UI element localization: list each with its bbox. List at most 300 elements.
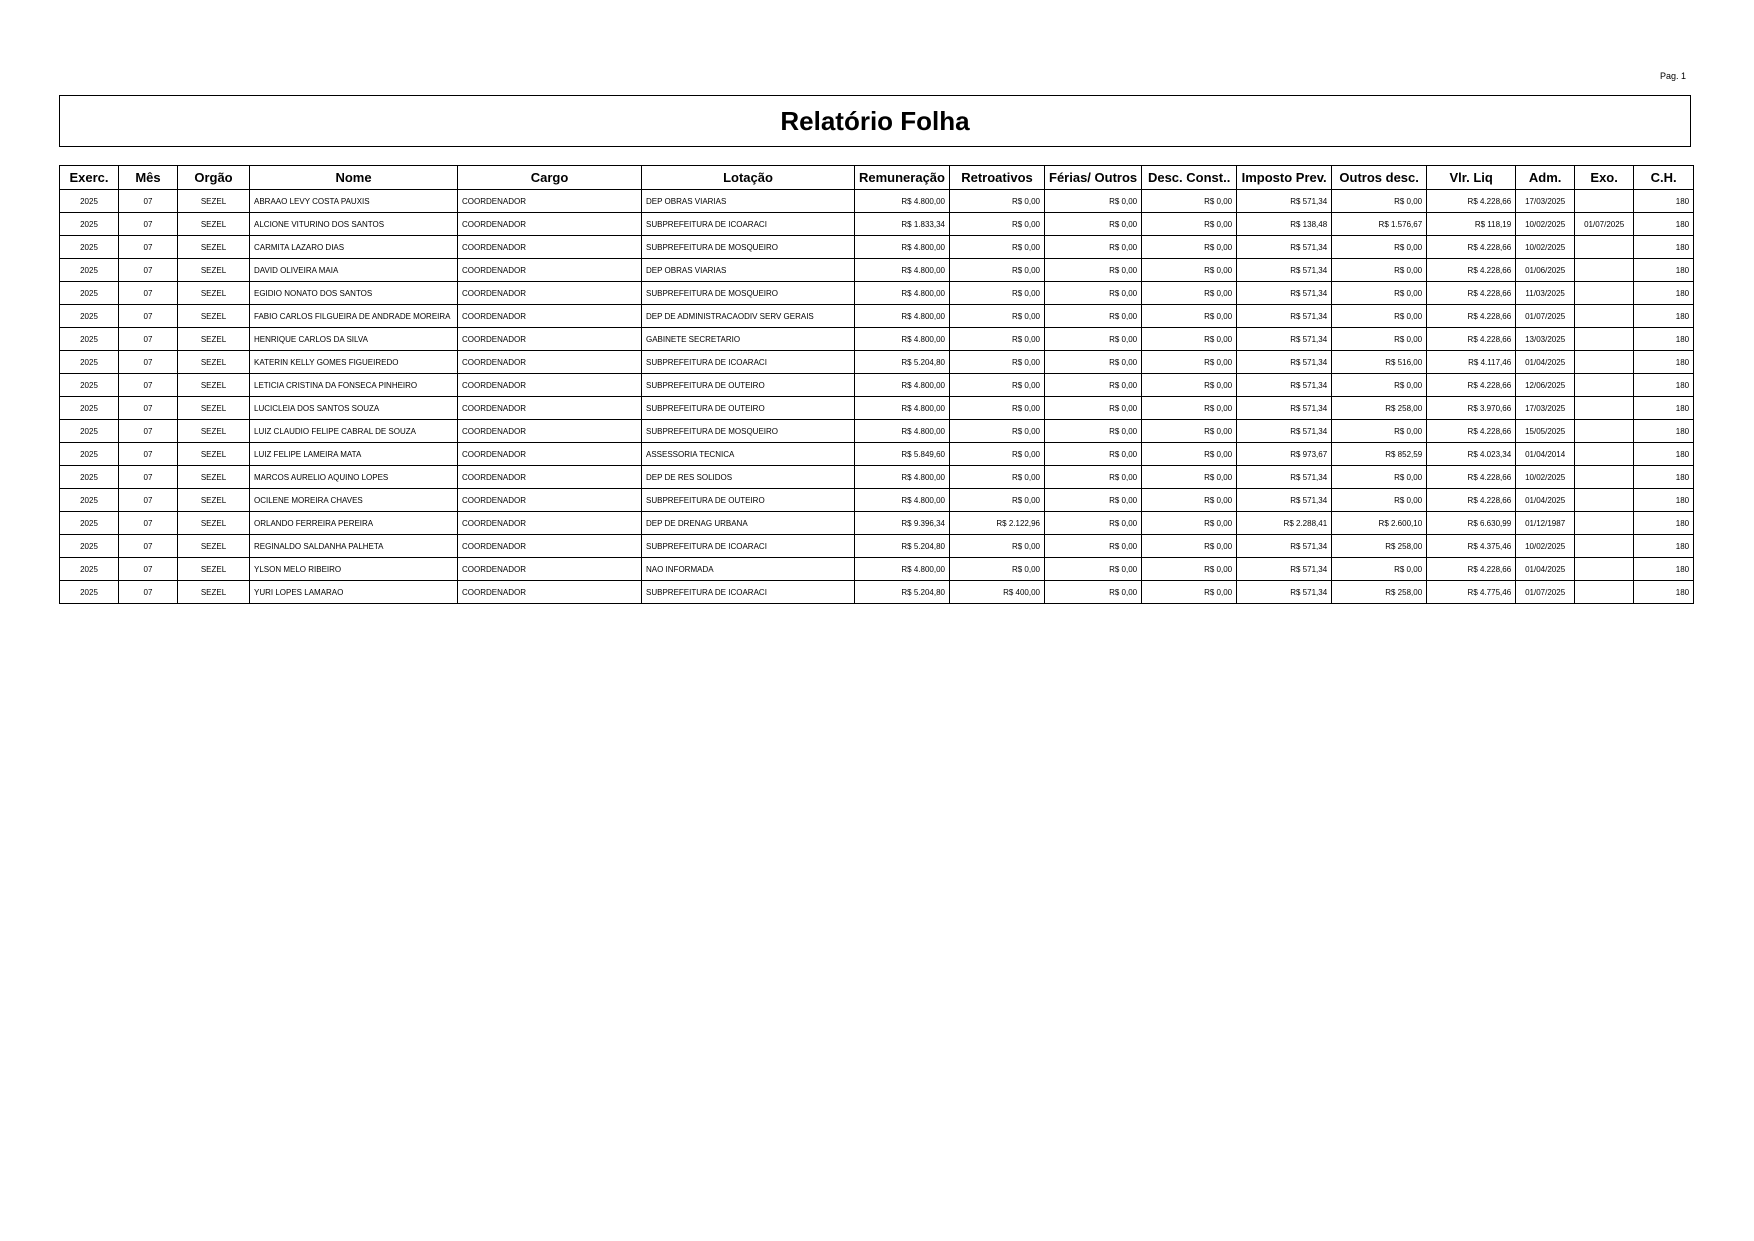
- cell-mes: 07: [119, 374, 178, 397]
- cell-nome: CARMITA LAZARO DIAS: [250, 236, 458, 259]
- cell-adm: 10/02/2025: [1516, 535, 1575, 558]
- table-row: [60, 443, 1694, 466]
- cell-mes: 07: [119, 420, 178, 443]
- table-row: [60, 328, 1694, 351]
- cell-cargo: COORDENADOR: [458, 213, 642, 236]
- table-row: [60, 282, 1694, 305]
- cell-nome: LUCICLEIA DOS SANTOS SOUZA: [250, 397, 458, 420]
- cell-desc-const: R$ 0,00: [1142, 305, 1237, 328]
- cell-nome: ABRAAO LEVY COSTA PAUXIS: [250, 190, 458, 213]
- table-row: [60, 489, 1694, 512]
- cell-mes: 07: [119, 213, 178, 236]
- cell-desc-const: R$ 0,00: [1142, 259, 1237, 282]
- cell-mes: 07: [119, 259, 178, 282]
- table-row: [60, 512, 1694, 535]
- cell-exo: [1575, 535, 1634, 558]
- cell-remuneracao: R$ 5.849,60: [855, 443, 950, 466]
- cell-imposto-prev: R$ 571,34: [1237, 535, 1332, 558]
- cell-imposto-prev: R$ 571,34: [1237, 420, 1332, 443]
- cell-mes: 07: [119, 351, 178, 374]
- cell-orgao: SEZEL: [178, 466, 250, 489]
- cell-exerc: 2025: [60, 351, 119, 374]
- cell-ferias-outros: R$ 0,00: [1045, 328, 1142, 351]
- cell-outros-desc: R$ 0,00: [1332, 259, 1427, 282]
- cell-cargo: COORDENADOR: [458, 236, 642, 259]
- cell-nome: FABIO CARLOS FILGUEIRA DE ANDRADE MOREIRA: [250, 305, 458, 328]
- cell-nome: OCILENE MOREIRA CHAVES: [250, 489, 458, 512]
- cell-desc-const: R$ 0,00: [1142, 581, 1237, 604]
- cell-imposto-prev: R$ 571,34: [1237, 328, 1332, 351]
- cell-remuneracao: R$ 4.800,00: [855, 397, 950, 420]
- cell-vlr-liq: R$ 4.228,66: [1427, 190, 1516, 213]
- cell-desc-const: R$ 0,00: [1142, 351, 1237, 374]
- cell-ch: 180: [1634, 581, 1694, 604]
- cell-vlr-liq: R$ 4.375,46: [1427, 535, 1516, 558]
- cell-ch: 180: [1634, 259, 1694, 282]
- cell-outros-desc: R$ 0,00: [1332, 328, 1427, 351]
- cell-lotacao: SUBPREFEITURA DE ICOARACI: [642, 213, 855, 236]
- cell-outros-desc: R$ 0,00: [1332, 558, 1427, 581]
- header-desc-const: Desc. Const..: [1142, 166, 1237, 190]
- cell-retroativos: R$ 0,00: [950, 558, 1045, 581]
- cell-adm: 01/07/2025: [1516, 581, 1575, 604]
- cell-exerc: 2025: [60, 305, 119, 328]
- cell-cargo: COORDENADOR: [458, 259, 642, 282]
- cell-vlr-liq: R$ 4.228,66: [1427, 374, 1516, 397]
- cell-imposto-prev: R$ 571,34: [1237, 489, 1332, 512]
- cell-ch: 180: [1634, 558, 1694, 581]
- cell-exerc: 2025: [60, 489, 119, 512]
- header-ferias-outros: Férias/ Outros: [1045, 166, 1142, 190]
- cell-retroativos: R$ 0,00: [950, 489, 1045, 512]
- cell-exerc: 2025: [60, 581, 119, 604]
- cell-vlr-liq: R$ 118,19: [1427, 213, 1516, 236]
- cell-exo: [1575, 558, 1634, 581]
- cell-ch: 180: [1634, 512, 1694, 535]
- cell-remuneracao: R$ 4.800,00: [855, 190, 950, 213]
- report-title: Relatório Folha: [780, 105, 970, 136]
- cell-lotacao: SUBPREFEITURA DE MOSQUEIRO: [642, 282, 855, 305]
- cell-outros-desc: R$ 0,00: [1332, 374, 1427, 397]
- cell-orgao: SEZEL: [178, 397, 250, 420]
- cell-vlr-liq: R$ 4.117,46: [1427, 351, 1516, 374]
- cell-adm: 01/06/2025: [1516, 259, 1575, 282]
- cell-exo: 01/07/2025: [1575, 213, 1634, 236]
- cell-outros-desc: R$ 258,00: [1332, 581, 1427, 604]
- cell-orgao: SEZEL: [178, 489, 250, 512]
- cell-cargo: COORDENADOR: [458, 512, 642, 535]
- cell-lotacao: SUBPREFEITURA DE ICOARACI: [642, 535, 855, 558]
- cell-outros-desc: R$ 0,00: [1332, 305, 1427, 328]
- cell-vlr-liq: R$ 4.228,66: [1427, 236, 1516, 259]
- cell-retroativos: R$ 0,00: [950, 190, 1045, 213]
- header-lotacao: Lotação: [642, 166, 855, 190]
- cell-nome: HENRIQUE CARLOS DA SILVA: [250, 328, 458, 351]
- cell-retroativos: R$ 0,00: [950, 374, 1045, 397]
- cell-outros-desc: R$ 0,00: [1332, 489, 1427, 512]
- cell-remuneracao: R$ 5.204,80: [855, 535, 950, 558]
- cell-mes: 07: [119, 512, 178, 535]
- cell-ferias-outros: R$ 0,00: [1045, 489, 1142, 512]
- cell-adm: 10/02/2025: [1516, 213, 1575, 236]
- cell-exo: [1575, 236, 1634, 259]
- cell-nome: ORLANDO FERREIRA PEREIRA: [250, 512, 458, 535]
- table-row: [60, 581, 1694, 604]
- cell-imposto-prev: R$ 571,34: [1237, 397, 1332, 420]
- cell-vlr-liq: R$ 4.228,66: [1427, 466, 1516, 489]
- cell-vlr-liq: R$ 6.630,99: [1427, 512, 1516, 535]
- cell-cargo: COORDENADOR: [458, 489, 642, 512]
- cell-cargo: COORDENADOR: [458, 466, 642, 489]
- cell-lotacao: ASSESSORIA TECNICA: [642, 443, 855, 466]
- cell-remuneracao: R$ 4.800,00: [855, 466, 950, 489]
- cell-exerc: 2025: [60, 259, 119, 282]
- cell-imposto-prev: R$ 571,34: [1237, 581, 1332, 604]
- cell-orgao: SEZEL: [178, 328, 250, 351]
- cell-mes: 07: [119, 190, 178, 213]
- cell-remuneracao: R$ 5.204,80: [855, 581, 950, 604]
- cell-retroativos: R$ 0,00: [950, 328, 1045, 351]
- payroll-table: [59, 165, 1694, 604]
- cell-cargo: COORDENADOR: [458, 397, 642, 420]
- header-outros-desc: Outros desc.: [1332, 166, 1427, 190]
- cell-desc-const: R$ 0,00: [1142, 282, 1237, 305]
- cell-ferias-outros: R$ 0,00: [1045, 397, 1142, 420]
- cell-retroativos: R$ 0,00: [950, 213, 1045, 236]
- cell-outros-desc: R$ 2.600,10: [1332, 512, 1427, 535]
- cell-orgao: SEZEL: [178, 420, 250, 443]
- cell-ferias-outros: R$ 0,00: [1045, 282, 1142, 305]
- cell-mes: 07: [119, 328, 178, 351]
- cell-lotacao: DEP DE DRENAG URBANA: [642, 512, 855, 535]
- cell-mes: 07: [119, 282, 178, 305]
- cell-exo: [1575, 581, 1634, 604]
- cell-imposto-prev: R$ 571,34: [1237, 282, 1332, 305]
- cell-desc-const: R$ 0,00: [1142, 489, 1237, 512]
- cell-cargo: COORDENADOR: [458, 190, 642, 213]
- header-adm: Adm.: [1516, 166, 1575, 190]
- table-row: [60, 236, 1694, 259]
- cell-adm: 17/03/2025: [1516, 397, 1575, 420]
- cell-lotacao: GABINETE SECRETARIO: [642, 328, 855, 351]
- cell-exo: [1575, 328, 1634, 351]
- cell-ch: 180: [1634, 489, 1694, 512]
- cell-exo: [1575, 374, 1634, 397]
- cell-adm: 13/03/2025: [1516, 328, 1575, 351]
- header-nome: Nome: [250, 166, 458, 190]
- cell-ch: 180: [1634, 374, 1694, 397]
- cell-adm: 12/06/2025: [1516, 374, 1575, 397]
- cell-cargo: COORDENADOR: [458, 282, 642, 305]
- cell-remuneracao: R$ 4.800,00: [855, 328, 950, 351]
- cell-imposto-prev: R$ 571,34: [1237, 236, 1332, 259]
- header-exo: Exo.: [1575, 166, 1634, 190]
- cell-mes: 07: [119, 397, 178, 420]
- cell-ferias-outros: R$ 0,00: [1045, 581, 1142, 604]
- cell-cargo: COORDENADOR: [458, 374, 642, 397]
- cell-outros-desc: R$ 0,00: [1332, 190, 1427, 213]
- cell-mes: 07: [119, 489, 178, 512]
- cell-remuneracao: R$ 4.800,00: [855, 489, 950, 512]
- cell-nome: LETICIA CRISTINA DA FONSECA PINHEIRO: [250, 374, 458, 397]
- cell-exerc: 2025: [60, 213, 119, 236]
- cell-vlr-liq: R$ 4.228,66: [1427, 328, 1516, 351]
- cell-exerc: 2025: [60, 443, 119, 466]
- cell-ferias-outros: R$ 0,00: [1045, 259, 1142, 282]
- cell-outros-desc: R$ 0,00: [1332, 236, 1427, 259]
- cell-remuneracao: R$ 4.800,00: [855, 374, 950, 397]
- cell-exo: [1575, 190, 1634, 213]
- cell-orgao: SEZEL: [178, 282, 250, 305]
- cell-vlr-liq: R$ 4.228,66: [1427, 259, 1516, 282]
- cell-cargo: COORDENADOR: [458, 535, 642, 558]
- cell-orgao: SEZEL: [178, 558, 250, 581]
- cell-exerc: 2025: [60, 236, 119, 259]
- cell-exerc: 2025: [60, 558, 119, 581]
- cell-desc-const: R$ 0,00: [1142, 420, 1237, 443]
- cell-desc-const: R$ 0,00: [1142, 190, 1237, 213]
- cell-mes: 07: [119, 305, 178, 328]
- cell-desc-const: R$ 0,00: [1142, 213, 1237, 236]
- cell-remuneracao: R$ 5.204,80: [855, 351, 950, 374]
- cell-imposto-prev: R$ 138,48: [1237, 213, 1332, 236]
- cell-vlr-liq: R$ 4.023,34: [1427, 443, 1516, 466]
- cell-mes: 07: [119, 443, 178, 466]
- header-exerc: Exerc.: [60, 166, 119, 190]
- cell-ch: 180: [1634, 535, 1694, 558]
- cell-desc-const: R$ 0,00: [1142, 535, 1237, 558]
- cell-vlr-liq: R$ 4.228,66: [1427, 420, 1516, 443]
- cell-imposto-prev: R$ 571,34: [1237, 558, 1332, 581]
- cell-orgao: SEZEL: [178, 213, 250, 236]
- cell-ferias-outros: R$ 0,00: [1045, 466, 1142, 489]
- cell-exerc: 2025: [60, 374, 119, 397]
- cell-outros-desc: R$ 852,59: [1332, 443, 1427, 466]
- cell-retroativos: R$ 0,00: [950, 282, 1045, 305]
- cell-exo: [1575, 420, 1634, 443]
- cell-cargo: COORDENADOR: [458, 420, 642, 443]
- table-header-row: [60, 166, 1694, 190]
- cell-nome: YURI LOPES LAMARAO: [250, 581, 458, 604]
- cell-remuneracao: R$ 4.800,00: [855, 558, 950, 581]
- table-row: [60, 466, 1694, 489]
- cell-lotacao: SUBPREFEITURA DE OUTEIRO: [642, 397, 855, 420]
- table-row: [60, 259, 1694, 282]
- cell-remuneracao: R$ 4.800,00: [855, 420, 950, 443]
- cell-desc-const: R$ 0,00: [1142, 512, 1237, 535]
- header-retroativos: Retroativos: [950, 166, 1045, 190]
- cell-orgao: SEZEL: [178, 305, 250, 328]
- cell-adm: 10/02/2025: [1516, 236, 1575, 259]
- cell-retroativos: R$ 0,00: [950, 259, 1045, 282]
- cell-cargo: COORDENADOR: [458, 305, 642, 328]
- cell-exo: [1575, 489, 1634, 512]
- cell-exerc: 2025: [60, 535, 119, 558]
- cell-ferias-outros: R$ 0,00: [1045, 305, 1142, 328]
- cell-exo: [1575, 351, 1634, 374]
- cell-vlr-liq: R$ 4.775,46: [1427, 581, 1516, 604]
- cell-cargo: COORDENADOR: [458, 558, 642, 581]
- cell-exo: [1575, 305, 1634, 328]
- cell-mes: 07: [119, 236, 178, 259]
- cell-mes: 07: [119, 558, 178, 581]
- cell-cargo: COORDENADOR: [458, 351, 642, 374]
- cell-ch: 180: [1634, 282, 1694, 305]
- cell-ferias-outros: R$ 0,00: [1045, 213, 1142, 236]
- cell-retroativos: R$ 2.122,96: [950, 512, 1045, 535]
- cell-outros-desc: R$ 0,00: [1332, 420, 1427, 443]
- cell-adm: 01/04/2025: [1516, 351, 1575, 374]
- cell-orgao: SEZEL: [178, 351, 250, 374]
- cell-lotacao: DEP OBRAS VIARIAS: [642, 259, 855, 282]
- cell-retroativos: R$ 0,00: [950, 351, 1045, 374]
- cell-adm: 15/05/2025: [1516, 420, 1575, 443]
- cell-nome: YLSON MELO RIBEIRO: [250, 558, 458, 581]
- cell-orgao: SEZEL: [178, 581, 250, 604]
- table-row: [60, 374, 1694, 397]
- cell-retroativos: R$ 0,00: [950, 397, 1045, 420]
- cell-ferias-outros: R$ 0,00: [1045, 512, 1142, 535]
- cell-retroativos: R$ 0,00: [950, 236, 1045, 259]
- cell-exo: [1575, 466, 1634, 489]
- cell-outros-desc: R$ 516,00: [1332, 351, 1427, 374]
- cell-desc-const: R$ 0,00: [1142, 558, 1237, 581]
- cell-mes: 07: [119, 466, 178, 489]
- cell-ch: 180: [1634, 190, 1694, 213]
- cell-exerc: 2025: [60, 466, 119, 489]
- cell-retroativos: R$ 400,00: [950, 581, 1045, 604]
- table-row: [60, 190, 1694, 213]
- cell-desc-const: R$ 0,00: [1142, 374, 1237, 397]
- cell-lotacao: DEP DE RES SOLIDOS: [642, 466, 855, 489]
- cell-adm: 01/12/1987: [1516, 512, 1575, 535]
- cell-orgao: SEZEL: [178, 374, 250, 397]
- page-number: Pag. 1: [1659, 71, 1686, 81]
- table-row: [60, 351, 1694, 374]
- cell-vlr-liq: R$ 4.228,66: [1427, 305, 1516, 328]
- cell-exo: [1575, 259, 1634, 282]
- cell-desc-const: R$ 0,00: [1142, 466, 1237, 489]
- cell-retroativos: R$ 0,00: [950, 466, 1045, 489]
- cell-ferias-outros: R$ 0,00: [1045, 535, 1142, 558]
- cell-nome: ALCIONE VITURINO DOS SANTOS: [250, 213, 458, 236]
- cell-desc-const: R$ 0,00: [1142, 328, 1237, 351]
- cell-remuneracao: R$ 4.800,00: [855, 282, 950, 305]
- cell-ch: 180: [1634, 443, 1694, 466]
- cell-retroativos: R$ 0,00: [950, 305, 1045, 328]
- table-row: [60, 305, 1694, 328]
- cell-remuneracao: R$ 4.800,00: [855, 236, 950, 259]
- cell-exerc: 2025: [60, 190, 119, 213]
- table-row: [60, 535, 1694, 558]
- cell-exo: [1575, 397, 1634, 420]
- cell-retroativos: R$ 0,00: [950, 420, 1045, 443]
- header-cargo: Cargo: [458, 166, 642, 190]
- cell-adm: 01/04/2025: [1516, 558, 1575, 581]
- cell-mes: 07: [119, 581, 178, 604]
- cell-ferias-outros: R$ 0,00: [1045, 558, 1142, 581]
- cell-desc-const: R$ 0,00: [1142, 236, 1237, 259]
- cell-outros-desc: R$ 258,00: [1332, 535, 1427, 558]
- cell-imposto-prev: R$ 571,34: [1237, 259, 1332, 282]
- cell-nome: REGINALDO SALDANHA PALHETA: [250, 535, 458, 558]
- cell-outros-desc: R$ 1.576,67: [1332, 213, 1427, 236]
- cell-adm: 01/07/2025: [1516, 305, 1575, 328]
- cell-orgao: SEZEL: [178, 535, 250, 558]
- cell-vlr-liq: R$ 4.228,66: [1427, 489, 1516, 512]
- cell-orgao: SEZEL: [178, 443, 250, 466]
- header-mes: Mês: [119, 166, 178, 190]
- table-row: [60, 213, 1694, 236]
- cell-retroativos: R$ 0,00: [950, 535, 1045, 558]
- cell-imposto-prev: R$ 571,34: [1237, 190, 1332, 213]
- cell-remuneracao: R$ 9.396,34: [855, 512, 950, 535]
- cell-exerc: 2025: [60, 328, 119, 351]
- cell-imposto-prev: R$ 2.288,41: [1237, 512, 1332, 535]
- cell-ch: 180: [1634, 397, 1694, 420]
- cell-desc-const: R$ 0,00: [1142, 443, 1237, 466]
- cell-remuneracao: R$ 1.833,34: [855, 213, 950, 236]
- cell-cargo: COORDENADOR: [458, 581, 642, 604]
- cell-outros-desc: R$ 0,00: [1332, 466, 1427, 489]
- cell-desc-const: R$ 0,00: [1142, 397, 1237, 420]
- header-orgao: Orgão: [178, 166, 250, 190]
- cell-vlr-liq: R$ 4.228,66: [1427, 282, 1516, 305]
- cell-ferias-outros: R$ 0,00: [1045, 443, 1142, 466]
- cell-nome: LUIZ FELIPE LAMEIRA MATA: [250, 443, 458, 466]
- cell-adm: 11/03/2025: [1516, 282, 1575, 305]
- cell-exerc: 2025: [60, 420, 119, 443]
- cell-nome: EGIDIO NONATO DOS SANTOS: [250, 282, 458, 305]
- cell-lotacao: SUBPREFEITURA DE MOSQUEIRO: [642, 420, 855, 443]
- cell-outros-desc: R$ 258,00: [1332, 397, 1427, 420]
- table-row: [60, 558, 1694, 581]
- cell-adm: 01/04/2014: [1516, 443, 1575, 466]
- cell-ch: 180: [1634, 236, 1694, 259]
- cell-lotacao: SUBPREFEITURA DE ICOARACI: [642, 351, 855, 374]
- cell-ferias-outros: R$ 0,00: [1045, 236, 1142, 259]
- cell-ch: 180: [1634, 328, 1694, 351]
- cell-lotacao: SUBPREFEITURA DE MOSQUEIRO: [642, 236, 855, 259]
- cell-exerc: 2025: [60, 397, 119, 420]
- cell-exerc: 2025: [60, 282, 119, 305]
- cell-ferias-outros: R$ 0,00: [1045, 374, 1142, 397]
- cell-lotacao: DEP OBRAS VIARIAS: [642, 190, 855, 213]
- cell-adm: 17/03/2025: [1516, 190, 1575, 213]
- cell-lotacao: NAO INFORMADA: [642, 558, 855, 581]
- cell-ch: 180: [1634, 351, 1694, 374]
- cell-orgao: SEZEL: [178, 236, 250, 259]
- cell-ferias-outros: R$ 0,00: [1045, 351, 1142, 374]
- cell-imposto-prev: R$ 973,67: [1237, 443, 1332, 466]
- cell-ch: 180: [1634, 213, 1694, 236]
- cell-remuneracao: R$ 4.800,00: [855, 305, 950, 328]
- header-remuneracao: Remuneração: [855, 166, 950, 190]
- table-row: [60, 397, 1694, 420]
- cell-retroativos: R$ 0,00: [950, 443, 1045, 466]
- cell-nome: DAVID OLIVEIRA MAIA: [250, 259, 458, 282]
- cell-nome: KATERIN KELLY GOMES FIGUEIREDO: [250, 351, 458, 374]
- cell-vlr-liq: R$ 4.228,66: [1427, 558, 1516, 581]
- cell-ch: 180: [1634, 305, 1694, 328]
- table-row: [60, 420, 1694, 443]
- cell-imposto-prev: R$ 571,34: [1237, 305, 1332, 328]
- cell-orgao: SEZEL: [178, 259, 250, 282]
- cell-cargo: COORDENADOR: [458, 443, 642, 466]
- cell-ch: 180: [1634, 420, 1694, 443]
- cell-mes: 07: [119, 535, 178, 558]
- cell-nome: LUIZ CLAUDIO FELIPE CABRAL DE SOUZA: [250, 420, 458, 443]
